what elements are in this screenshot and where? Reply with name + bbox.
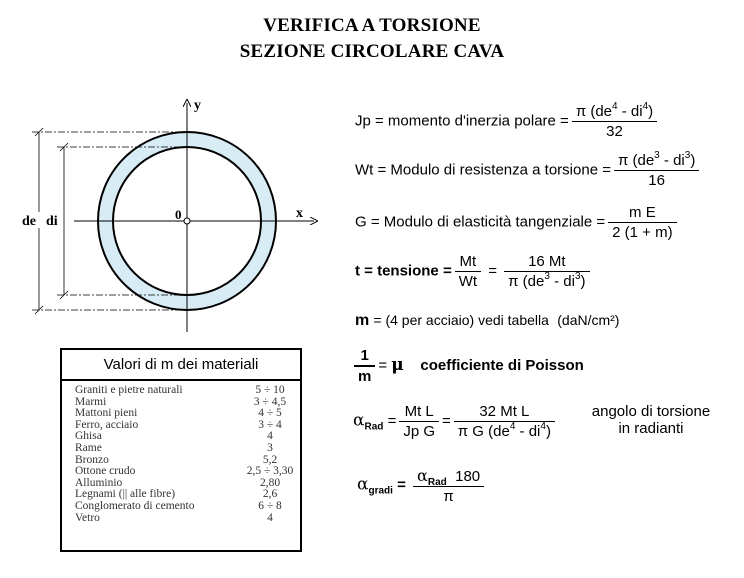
text: - di: [515, 423, 541, 440]
text: 180: [455, 468, 481, 485]
alpha-symbol: α: [417, 466, 428, 485]
jp-denominator: 32: [572, 121, 657, 140]
material-name: Ferro, acciaio: [75, 418, 139, 431]
text: - di: [549, 273, 575, 290]
t-fraction-1: [455, 253, 481, 290]
exponent: 3: [654, 150, 660, 161]
poisson-fraction: [354, 347, 375, 385]
material-name: Rame: [75, 441, 102, 454]
table-row: [62, 443, 300, 455]
material-value: 3: [267, 441, 273, 454]
material-value: 3 ÷ 4: [258, 418, 282, 431]
wt-denominator: 16: [614, 170, 699, 189]
material-value: 2,5 ÷ 3,30: [246, 465, 294, 478]
material-value: 6 ÷ 8: [258, 499, 282, 512]
m-description: = (4 per acciaio) vedi tabella: [373, 312, 549, 328]
material-name: Mattoni pieni: [75, 407, 138, 420]
alpha-rad-f1-denominator: Jp G: [399, 421, 439, 440]
alpha-gradi-subscript: gradi: [368, 485, 393, 497]
alpha-symbol: α: [353, 410, 365, 431]
formula-m: [355, 312, 619, 330]
alpha-rad-f2-numerator: 32 Mt L: [479, 403, 530, 420]
exponent: 3: [544, 271, 550, 282]
exponent: 3: [684, 150, 691, 161]
material-value: 3 ÷ 4,5: [253, 395, 287, 408]
t-f1-denominator: Wt: [455, 271, 481, 290]
material-value: 2,6: [262, 488, 278, 501]
formula-poisson: [351, 347, 584, 385]
t-f1-numerator: Mt: [459, 253, 477, 270]
text: ): [580, 273, 586, 290]
material-name: Conglomerato di cemento: [75, 499, 195, 512]
text: π (de: [575, 103, 613, 120]
material-name: Ottone crudo: [75, 465, 136, 478]
formula-alpha-rad: [353, 403, 558, 440]
title-line-1: VERIFICA A TORSIONE: [263, 15, 481, 36]
g-numerator: m E: [629, 204, 656, 221]
text: - di: [617, 103, 643, 120]
material-value: 2,80: [259, 476, 281, 489]
m-symbol: m: [355, 312, 370, 329]
material-name: Bronzo: [75, 453, 109, 466]
text: ): [648, 103, 654, 120]
alpha-rad-subscript: Rad: [364, 421, 384, 433]
alpha-gradi-fraction: [413, 466, 484, 505]
exponent: 4: [642, 101, 649, 112]
alpha-rad-equals: =: [387, 412, 397, 430]
formula-g: [355, 204, 680, 241]
t-lhs: t = tensione: [355, 262, 439, 280]
alpha-rad-f2-denominator: [454, 421, 555, 440]
alpha-rad-equals-2: =: [442, 412, 451, 430]
t-f2-numerator: 16 Mt: [528, 253, 566, 270]
alpha-gradi-equals: =: [397, 476, 406, 494]
alpha-rad-note: [591, 403, 711, 437]
alpha-gradi-symbol: α: [357, 474, 369, 495]
mu-symbol: μ: [391, 354, 404, 375]
material-value: 4: [267, 511, 273, 524]
exponent: 4: [509, 421, 516, 432]
wt-fraction: [614, 152, 699, 189]
text: π G (de: [457, 423, 510, 440]
exponent: 3: [574, 271, 581, 282]
wt-lhs: Wt = Modulo di resistenza a torsione =: [355, 161, 611, 179]
t-fraction-2: [504, 253, 589, 290]
origin-label: 0: [175, 207, 182, 222]
hollow-circle-diagram: [0, 0, 330, 345]
text: π (de: [508, 273, 545, 290]
material-name: Marmi: [75, 395, 107, 408]
title-line-2: SEZIONE CIRCOLARE CAVA: [239, 41, 505, 62]
t-equals-2: =: [488, 262, 497, 280]
alpha-rad-fraction-2: [454, 403, 555, 440]
table-row: [62, 501, 300, 513]
table-row: [62, 466, 300, 478]
material-value: 5,2: [262, 453, 278, 466]
wt-numerator: [614, 152, 699, 170]
materials-table-header: Valori di m dei materiali: [62, 350, 300, 381]
jp-lhs: Jp = momento d'inerzia polare =: [355, 112, 569, 130]
poisson-text: coefficiente di Poisson: [420, 356, 584, 374]
g-denominator: 2 (1 + m): [608, 222, 676, 241]
materials-table-body: [62, 381, 300, 524]
material-name: Vetro: [75, 511, 100, 524]
poisson-equals: =: [378, 356, 388, 374]
formula-alpha-gradi: [357, 466, 487, 505]
de-label: de: [22, 214, 36, 229]
exponent: 4: [540, 421, 546, 432]
table-row: [62, 513, 300, 525]
material-name: Graniti e pietre naturali: [75, 384, 183, 396]
table-row: [62, 385, 300, 397]
material-value: 4: [267, 430, 273, 443]
origin-point: [184, 218, 190, 224]
alpha-rad-fraction-1: [399, 403, 439, 440]
m-unit: (daN/cm²): [557, 312, 620, 328]
jp-fraction: [572, 103, 657, 140]
text: - di: [659, 152, 685, 169]
subscript: Rad: [427, 477, 447, 488]
materials-table: [60, 348, 302, 552]
y-axis-label: y: [194, 98, 201, 113]
formula-wt: [355, 152, 702, 189]
alpha-gradi-denominator: π: [413, 486, 484, 505]
material-name: Legnami (|| alle fibre): [75, 488, 176, 501]
text: ): [690, 152, 696, 169]
t-equals: =: [442, 262, 452, 280]
alpha-gradi-numerator: [413, 466, 484, 486]
poisson-numerator: 1: [360, 347, 369, 364]
poisson-denominator: m: [354, 365, 375, 385]
x-axis-label: x: [296, 206, 303, 221]
jp-numerator: [572, 103, 657, 121]
material-name: Ghisa: [75, 430, 102, 443]
material-value: 4 ÷ 5: [258, 407, 282, 420]
alpha-rad-note-line-1: angolo di torsione: [591, 403, 711, 420]
g-fraction: [608, 204, 676, 241]
g-lhs: G = Modulo di elasticità tangenziale =: [355, 213, 606, 231]
text: π (de: [617, 152, 655, 169]
exponent: 4: [612, 101, 618, 112]
material-name: Alluminio: [75, 476, 123, 489]
alpha-rad-note-line-2: in radianti: [618, 420, 684, 437]
di-label: di: [46, 214, 58, 229]
formula-jp: [355, 103, 660, 140]
text: ): [545, 423, 551, 440]
formula-t: [355, 253, 593, 290]
t-f2-denominator: [504, 271, 589, 290]
alpha-rad-f1-numerator: Mt L: [404, 403, 434, 420]
material-value: 5 ÷ 10: [255, 384, 285, 396]
